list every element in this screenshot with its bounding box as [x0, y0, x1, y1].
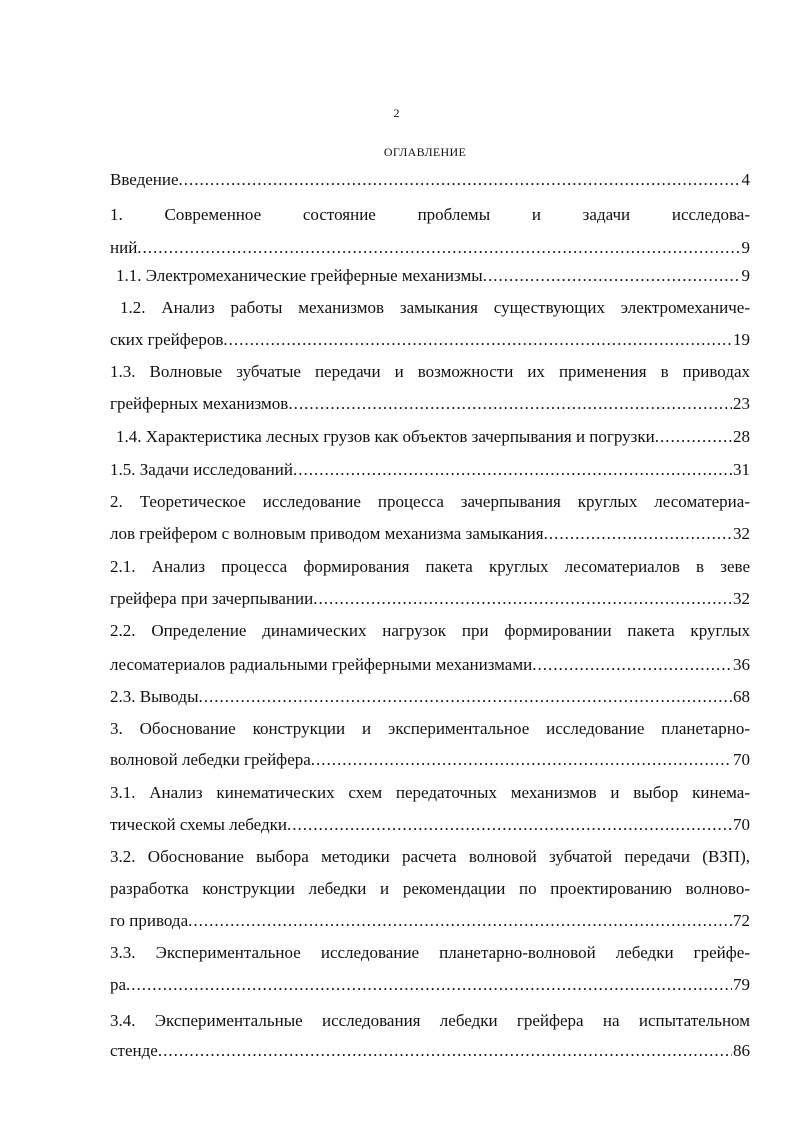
- toc-line: [110, 170, 750, 190]
- toc-line: [110, 911, 750, 931]
- toc-line: [116, 427, 750, 447]
- toc-entry-text: стенде: [110, 1041, 158, 1060]
- toc-line: [110, 1041, 750, 1061]
- toc-leader-dots: [126, 975, 732, 995]
- toc-entry-text: 3.4. Экспериментальные исследования лебедки грейфера на испытательном: [110, 1011, 750, 1030]
- toc-entry-text: разработка конструкции лебедки и рекомендации по проектированию волново-: [110, 879, 750, 898]
- toc-entry-text: тической схемы лебедки: [110, 815, 287, 834]
- toc-entry-text: 1.5. Задачи исследований: [110, 460, 294, 479]
- toc-page-number: 79: [733, 975, 750, 994]
- toc-leader-dots: [137, 238, 740, 258]
- toc-leader-dots: [544, 524, 732, 544]
- toc-line: [110, 238, 750, 258]
- toc-page-number: 86: [733, 1041, 750, 1060]
- toc-line: [110, 815, 750, 835]
- toc-leader-dots: [288, 394, 732, 414]
- toc-page-number: 23: [733, 394, 750, 413]
- page-number: 2: [393, 106, 400, 120]
- toc-page-number: 32: [733, 589, 750, 608]
- toc-leader-dots: [311, 750, 732, 770]
- toc-page-number: 31: [733, 460, 750, 479]
- toc-entry-text: 3.1. Анализ кинематических схем передаточных механизмов и выбор кинема-: [110, 783, 750, 802]
- toc-leader-dots: [483, 266, 741, 286]
- toc-leader-dots: [158, 1041, 732, 1061]
- toc-line: [110, 394, 750, 414]
- toc-entry-text: ний: [110, 238, 138, 257]
- toc-entry-text: грейферных механизмов: [110, 394, 289, 413]
- toc-entry-text: лесоматериалов радиальными грейферными механизмами: [110, 655, 533, 674]
- toc-line: [110, 524, 750, 544]
- toc-leader-dots: [179, 170, 741, 190]
- toc-line: [116, 266, 750, 286]
- toc-page-number: 68: [733, 687, 750, 706]
- toc-entry-text: 2.3. Выводы: [110, 687, 199, 706]
- toc-page-number: 19: [733, 330, 750, 349]
- toc-entry-text: лов грейфером с волновым приводом механизма замыкания: [110, 524, 544, 543]
- toc-page-number: 9: [741, 266, 750, 285]
- toc-page-number: 28: [733, 427, 750, 446]
- toc-line: [110, 750, 750, 770]
- toc-entry-text: ра: [110, 975, 127, 994]
- toc-page-number: 72: [733, 911, 750, 930]
- toc-entry-text: ских грейферов: [110, 330, 224, 349]
- toc-entry-text: 2.2. Определение динамических нагрузок при формировании пакета круглых: [110, 621, 750, 640]
- toc-line: [110, 975, 750, 995]
- toc-entry-text: 2.1. Анализ процесса формирования пакета круглых лесоматериалов в зеве: [110, 557, 750, 576]
- toc-page-number: 36: [733, 655, 750, 674]
- toc-entry-text: волновой лебедки грейфера: [110, 750, 311, 769]
- toc-leader-dots: [313, 589, 732, 609]
- toc-page-number: 4: [741, 170, 750, 189]
- toc-page-number: 32: [733, 524, 750, 543]
- toc-line: [110, 330, 750, 350]
- toc-leader-dots: [293, 460, 732, 480]
- toc-entry-text: грейфера при зачерпывании: [110, 589, 314, 608]
- toc-leader-dots: [199, 687, 732, 707]
- toc-line: [110, 655, 750, 675]
- toc-page-number: 70: [733, 750, 750, 769]
- toc-page-number: 9: [741, 238, 750, 257]
- toc-entry-text: 3.2. Обоснование выбора методики расчета волновой зубчатой передачи (ВЗП),: [110, 847, 750, 866]
- toc-line: [110, 460, 750, 480]
- toc-entry-text: 3.3. Экспериментальное исследование планетарно-волновой лебедки грейфе-: [110, 943, 750, 962]
- toc-leader-dots: [188, 911, 732, 931]
- toc-entry-text: 1.1. Электромеханические грейферные механизмы: [116, 266, 483, 285]
- toc-entry-text: 1.3. Волновые зубчатые передачи и возможности их применения в приводах: [110, 362, 750, 381]
- toc-leader-dots: [287, 815, 732, 835]
- toc-entry-text: 1.2. Анализ работы механизмов замыкания существующих электромеханиче-: [120, 298, 750, 317]
- toc-line: [110, 589, 750, 609]
- toc-entry-text: 2. Теоретическое исследование процесса зачерпывания круглых лесоматериа-: [110, 492, 750, 511]
- toc-title: ОГЛАВЛЕНИЕ: [383, 145, 467, 159]
- toc-entry-text: го привода: [110, 911, 189, 930]
- toc-leader-dots: [532, 655, 732, 675]
- toc-page-number: 70: [733, 815, 750, 834]
- toc-entry-text: 3. Обоснование конструкции и экспериментальное исследование планетарно-: [110, 719, 750, 738]
- toc-line: [110, 687, 750, 707]
- toc-entry-text: 1. Современное состояние проблемы и задачи исследова-: [110, 205, 750, 224]
- toc-leader-dots: [655, 427, 732, 447]
- toc-entry-text: 1.4. Характеристика лесных грузов как объектов зачерпывания и погрузки: [116, 427, 655, 446]
- toc-leader-dots: [223, 330, 732, 350]
- toc-entry-text: Введение: [110, 170, 179, 189]
